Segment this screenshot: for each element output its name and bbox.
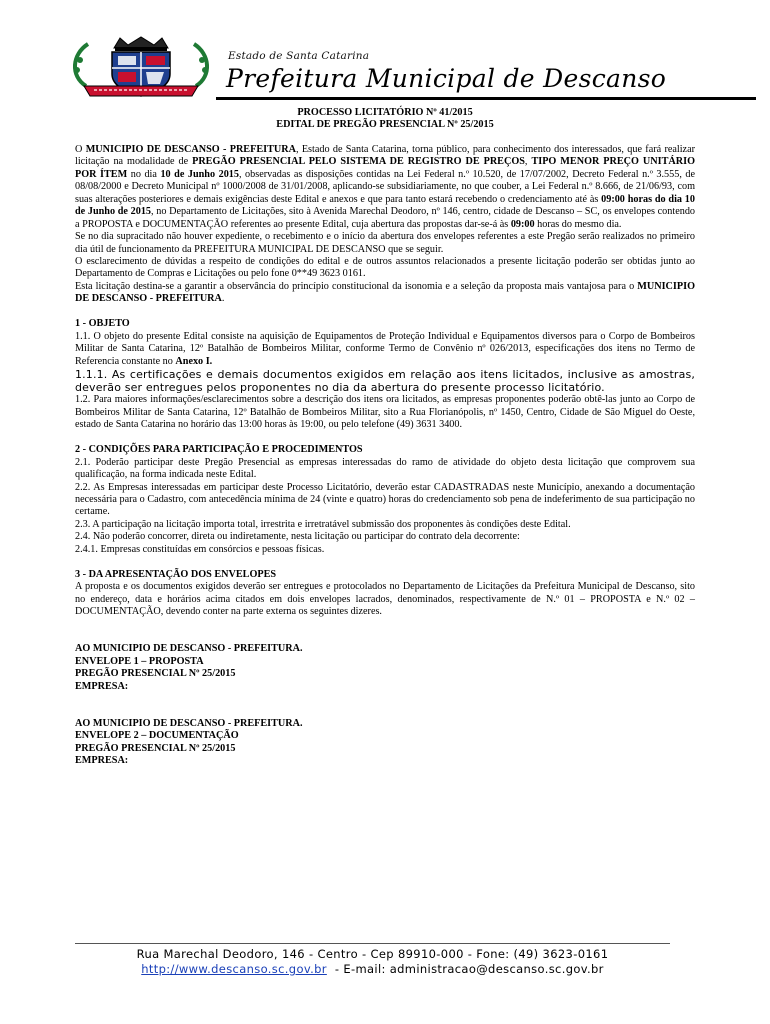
bold-run: Anexo I. <box>175 355 213 367</box>
edital-title: EDITAL DE PREGÃO PRESENCIAL Nº 25/2015 <box>276 119 494 131</box>
letterhead <box>68 36 688 104</box>
envelope-line: EMPRESA: <box>75 680 129 692</box>
envelope-line: PREGÃO PRESENCIAL Nº 25/2015 <box>75 742 236 754</box>
footer-contact <box>75 962 670 977</box>
section-heading-condicoes: 2 - CONDIÇÕES PARA PARTICIPAÇÃO E PROCEDIMENTOS <box>75 444 363 456</box>
spacer <box>75 556 695 568</box>
envelope-line: EMPRESA: <box>75 755 129 767</box>
intro-paragraph <box>75 144 695 231</box>
spacer <box>75 306 695 318</box>
text-run: 1.1. O objeto do presente Edital consiste na aquisição de Equipamentos de Proteção Individual e Equipamentos diversos para o Corpo de Bombeiros Militar de Santa Catarina, 12º Batalhão de Bombeiros Militar, conforme Termo de Convênio nº 026/2013, especificações dos itens no Termo de Referencia constante no <box>75 330 695 367</box>
text-run: . <box>221 293 225 305</box>
text-run: 2.2. As Empresas interessadas em participar deste Processo Licitatório, deverão estar CADASTRADAS neste Município, anexando a documentação necessária para o Cadastro, com antecedência mínima de 24 (vinte e quatro) horas do credenciamento sob pena de indeferimento de sua participação no certame. <box>75 481 695 518</box>
footer-divider <box>75 943 670 944</box>
envelope-line: ENVELOPE 1 – PROPOSTA <box>75 655 204 667</box>
text-run: Se no dia supracitado não houver expediente, o recebimento e o início da abertura dos envelopes referentes a este Pregão serão realizados no primeiro dia útil de funcionamento da PREFEITURA MUNICIPAL DE DESCANSO que se seguir. <box>75 231 695 255</box>
text-run: horas do mesmo dia. <box>534 218 622 230</box>
spacer <box>75 693 695 705</box>
bold-run: 09:00 horas do dia 10 de Junho de 2015 <box>75 193 695 218</box>
page-footer <box>75 943 670 977</box>
clause-2-1 <box>75 457 695 482</box>
text-run: Esta licitação destina-se a garantir a observância do princípio constitucional da isonomia e a seleção da proposta mais vantajosa para o <box>75 280 638 292</box>
envelope-instructions <box>75 581 695 618</box>
section-heading-objeto: 1 - OBJETO <box>75 318 130 330</box>
bold-run: PREGÃO PRESENCIAL PELO SISTEMA DE REGISTRO DE PREÇOS <box>192 156 525 168</box>
bold-run: TIPO MENOR PREÇO UNITÁRIO POR ÍTEM <box>75 156 695 180</box>
envelope-line: ENVELOPE 2 – DOCUMENTAÇÃO <box>75 730 239 742</box>
document-titles <box>75 107 695 132</box>
envelope-line: AO MUNICIPIO DE DESCANSO - PREFEITURA. <box>75 643 303 655</box>
clause-1-1 <box>75 331 695 368</box>
text-run: 1.1.1. As certificações e demais documentos exigidos em relação aos itens licitados, inclusive as amostras, deverão ser entregues pelos proponentes no dia da abertura do presente processo licitatório. <box>75 368 695 395</box>
spacer <box>75 618 695 630</box>
process-title: PROCESSO LICITATÓRIO Nº 41/2015 <box>297 107 473 118</box>
intro-paragraph <box>75 281 695 306</box>
envelope-line: AO MUNICIPIO DE DESCANSO - PREFEITURA. <box>75 717 303 729</box>
intro-paragraph <box>75 231 695 256</box>
spacer <box>75 705 695 717</box>
intro-paragraph <box>75 256 695 281</box>
envelope-1-label <box>75 643 695 693</box>
text-run: O esclarecimento de dúvidas a respeito de condições do edital e de outros assuntos relacionados a presente licitação poderão ser obtidas junto ao Departamento de Compras e Licitações ou pelo fone 0**49 3623 0161. <box>75 255 695 280</box>
envelope-line: PREGÃO PRESENCIAL Nº 25/2015 <box>75 668 236 680</box>
text-run: A proposta e os documentos exigidos deverão ser entregues e protocolados no Departamento de Licitações da Prefeitura Municipal de Descanso, sito no endereço, data e horários acima citados em dois envelopes lacrados, denominados, respectivamente de N.º 01 – PROPOSTA e N.º 02 – DOCUMENTAÇÃO, devendo conter na parte externa os seguintes dizeres. <box>75 581 695 617</box>
text-run: , no Departamento de Licitações, sito à Avenida Marechal Deodoro, nº 146, centro, cidade de Descanso – SC, os envelopes contendo a PROPOSTA e DOCUMENTAÇÃO referentes ao presente Edital, cuja abertura das propostas dar-se-á às <box>75 206 696 230</box>
text-run: 2.4. Não poderão concorrer, direta ou indiretamente, nesta licitação ou participar do contrato dela decorrente: <box>75 531 520 543</box>
header-divider <box>216 97 756 100</box>
footer-address: Rua Marechal Deodoro, 146 - Centro - Cep 89910-000 - Fone: (49) 3623-0161 <box>136 947 609 961</box>
bold-run: MUNICIPIO DE DESCANSO - PREFEITURA <box>75 280 695 305</box>
document-body <box>75 107 695 768</box>
text-run: 2.4.1. Empresas constituídas em consórcios e pessoas físicas. <box>75 543 325 555</box>
text-run: 1.2. Para maiores informações/esclarecimentos sobre a descrição dos itens ora licitados, as empresas proponentes poderão obtê-las junto ao Corpo de Bombeiros Militar de Santa Catarina, 12º Batalhão de Bombeiros Militar, sito a Rua Florianópolis, nº 1450, Centro, Cidade de São Miguel do Oeste, estado de Santa Catarina no horário das 13:00 horas às 19:00, ou pelo telefone (49) 3631 3400. <box>75 394 695 431</box>
website-link[interactable]: http://www.descanso.sc.gov.br <box>141 962 327 976</box>
bold-run: 09:00 <box>510 218 535 230</box>
footer-email: - E-mail: administracao@descanso.sc.gov.br <box>326 962 604 976</box>
spacer <box>75 432 695 444</box>
clause-1-2 <box>75 394 695 431</box>
clause-1-1-1 <box>75 368 695 394</box>
text-run: , observadas as disposições contidas na Lei Federal n.º 10.520, de 17/07/2002, Decreto Federal n.º 3.555, de 08/08/2000 e Decreto Municipal nº 1000/2008 de 31/01/2008, aplicando-se subsidiariamente, no que couber, a Lei Federal n.º 8.666, de 21/06/93, com suas alterações posteriores e demais exigências deste Edital e anexos e que para tanto estará recebendo o credenciamento até às <box>75 168 696 205</box>
state-name: Estado de Santa Catarina <box>228 50 370 62</box>
text-run: , Estado de Santa Catarina, torna público, para conhecimento dos interessados, que fará realizar licitação na modalidade de <box>75 143 695 168</box>
municipality-title: Prefeitura Municipal de Descanso <box>226 64 667 93</box>
envelope-2-label <box>75 718 695 768</box>
text-run: 2.1. Poderão participar deste Pregão Presencial as empresas interessadas do ramo de atividade do objeto desta licitação que comprovem sua qualificação, na forma indicada neste Edital. <box>75 456 695 481</box>
text-run: no dia <box>127 168 161 180</box>
municipal-coat-of-arms-icon <box>68 36 214 100</box>
text-run: , <box>524 156 532 168</box>
bold-run: MUNICIPIO DE DESCANSO - PREFEITURA <box>85 143 296 155</box>
spacer <box>75 631 695 643</box>
bold-run: 10 de Junho 2015 <box>160 168 239 180</box>
text-run: O <box>75 143 86 155</box>
clause-2-4-1 <box>75 544 695 556</box>
text-run: 2.3. A participação na licitação importa total, irrestrita e irretratável submissão dos proponentes às condições deste Edital. <box>75 518 571 530</box>
clause-2-3 <box>75 519 695 531</box>
clause-2-2 <box>75 482 695 519</box>
section-heading-envelopes: 3 - DA APRESENTAÇÃO DOS ENVELOPES <box>75 568 277 580</box>
clause-2-4 <box>75 531 695 543</box>
